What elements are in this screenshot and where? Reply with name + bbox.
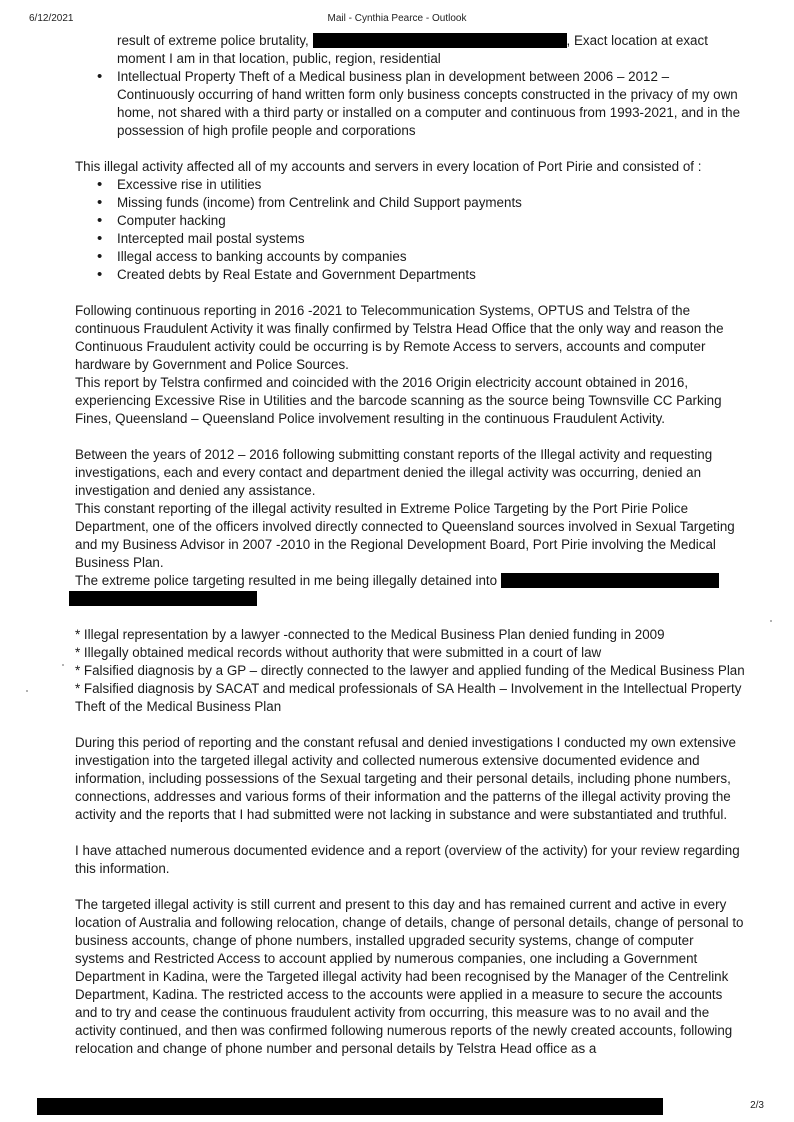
list-item: • Intercepted mail postal systems bbox=[117, 230, 745, 248]
list-item: • Created debts by Real Estate and Government Departments bbox=[117, 266, 745, 284]
print-header-title: Mail - Cynthia Pearce - Outlook bbox=[327, 13, 467, 24]
ip-theft-list bbox=[75, 68, 745, 140]
bullet-continuation bbox=[75, 32, 745, 68]
list-item: • Missing funds (income) from Centrelink and Child Support payments bbox=[117, 194, 745, 212]
scan-speck bbox=[770, 620, 772, 622]
paragraph-detained: The extreme police targeting resulted in me being illegally detained into bbox=[75, 572, 745, 590]
print-date: 6/12/2021 bbox=[29, 13, 74, 24]
bullet-continuation-line1: result of extreme police brutality, , Exact location at exact bbox=[117, 33, 708, 48]
redaction-bar bbox=[37, 1098, 663, 1115]
paragraph-constant: This constant reporting of the illegal activity resulted in Extreme Police Targeting by the Port Pirie Police Department, one of the officers involved directly connected to Queensland sources involved in Sexual Targeting and my Business Advisor in 2007 -2010 in the Regional Development Board, Port Pirie involving the Medical Business Plan. bbox=[75, 501, 735, 570]
list-item: • Computer hacking bbox=[117, 212, 745, 230]
paragraph-origin: This report by Telstra confirmed and coincided with the 2016 Origin electricity account obtained in 2016, experiencing Excessive Rise in Utilities and the barcode scanning as the source being Townsville CC Parking Fines, Queensland – Queensland Police involvement resulting in the continuous Fraudulent Activity. bbox=[75, 375, 722, 426]
list-item: • Illegal access to banking accounts by companies bbox=[117, 248, 745, 266]
paragraph-attached: I have attached numerous documented evidence and a report (overview of the activity) for your review regarding this information. bbox=[75, 843, 740, 876]
bullet-continuation-line2: moment I am in that location, public, region, residential bbox=[117, 51, 441, 66]
list-item: • Intellectual Property Theft of a Medical business plan in development between 2006 – 2012 – Continuously occurring of hand written form only business concepts constructed in the privacy of my own home, not shared with a third party or installed on a computer and continuous from 1993-2021, and in the possession of high profile people and corporations bbox=[117, 68, 745, 140]
star-item: * Illegally obtained medical records without authority that were submitted in a court of law bbox=[75, 645, 602, 660]
paragraph-during: During this period of reporting and the constant refusal and denied investigations I conducted my own extensive investigation into the targeted illegal activity and collected numerous extensive documented evidence and information, including possessions of the Sexual targeting and their personal details, including phone numbers, connections, addresses and various forms of their information and the patterns of the illegal activity proving the activity and the reports that I had submitted were not lacking in substance and were substantiated and truthful. bbox=[75, 735, 737, 822]
scan-speck bbox=[62, 664, 64, 666]
page-number: 2/3 bbox=[750, 1100, 764, 1111]
paragraph-current: The targeted illegal activity is still current and present to this day and has remained current and active in every location of Australia and following relocation, change of details, change of personal details, change of personal to business accounts, change of phone numbers, installed upgraded security systems, change of computer systems and Restricted Access to account applied by numerous companies, one including a Government Department in Kadina, were the Targeted illegal activity had been recognised by the Manager of the Centrelink Department, Kadina. The restricted access to the accounts were applied in a measure to secure the accounts and to try and cease the continuous fraudulent activity from occurring, this measure was to no avail and the activity continued, and then was confirmed following numerous reports of the newly created accounts, following relocation and change of phone number and personal details by Telstra Head office as a bbox=[75, 897, 744, 1056]
star-item: * Illegal representation by a lawyer -connected to the Medical Business Plan denied funding in 2009 bbox=[75, 627, 665, 642]
star-item: * Falsified diagnosis by SACAT and medical professionals of SA Health – Involvement in the Intellectual Property Theft of the Medical Business Plan bbox=[75, 681, 742, 714]
redaction-bar bbox=[501, 573, 719, 588]
star-item: * Falsified diagnosis by a GP – directly connected to the lawyer and applied funding of the Medical Business Plan bbox=[75, 663, 745, 678]
paragraph-telstra: Following continuous reporting in 2016 -2021 to Telecommunication Systems, OPTUS and Telstra of the continuous Fraudulent Activity it was finally confirmed by Telstra Head Office that the only way and reason the Continuous Fraudulent activity could be occurring is by Remote Access to servers, accounts and computer hardware by Government and Police Sources. bbox=[75, 303, 724, 372]
affected-intro: This illegal activity affected all of my accounts and servers in every location of Port Pirie and consisted of : bbox=[75, 159, 702, 174]
scan-speck bbox=[26, 690, 28, 692]
redaction-bar bbox=[313, 33, 567, 48]
email-body bbox=[75, 32, 745, 1058]
affected-list bbox=[75, 176, 745, 284]
list-item: • Excessive rise in utilities bbox=[117, 176, 745, 194]
redaction-bar bbox=[69, 591, 257, 606]
paragraph-between: Between the years of 2012 – 2016 following submitting constant reports of the Illegal activity and requesting investigations, each and every contact and department denied the illegal activity was occurring, denied an investigation and denied any assistance. bbox=[75, 447, 713, 498]
